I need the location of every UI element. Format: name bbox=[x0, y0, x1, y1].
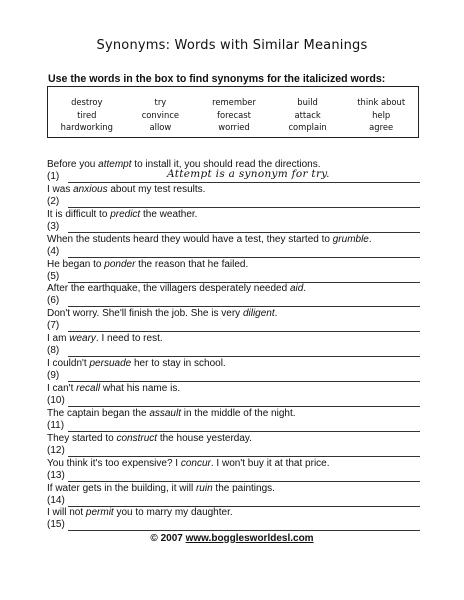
italic-word: ruin bbox=[195, 482, 213, 494]
sentence-text-before: You think it's too expensive? I bbox=[47, 457, 181, 469]
exercise-sentence bbox=[47, 433, 252, 445]
exercise-sentence bbox=[47, 333, 163, 345]
word-box-word: try bbox=[154, 97, 167, 107]
sentence-text-after: you to marry my daughter. bbox=[113, 507, 233, 519]
worksheet-title: Synonyms: Words with Similar Meanings bbox=[96, 38, 368, 53]
answer-line[interactable] bbox=[68, 182, 420, 183]
italic-word: permit bbox=[85, 507, 114, 519]
word-box-word: build bbox=[297, 97, 318, 107]
sentence-text-after: the house yesterday. bbox=[157, 432, 252, 444]
sentence-text-before: He began to bbox=[47, 258, 105, 270]
exercise-item bbox=[47, 408, 420, 433]
word-box-word: attack bbox=[294, 109, 321, 120]
italic-word: anxious bbox=[73, 183, 108, 195]
word-box-word: agree bbox=[369, 122, 394, 132]
sentence-text-before: Don't worry. She'll finish the job. She is very bbox=[47, 308, 243, 320]
exercise-item bbox=[47, 333, 420, 358]
sentence-text-after: the paintings. bbox=[212, 482, 275, 494]
sentence-text-after: . I need to rest. bbox=[95, 333, 163, 345]
answer-line[interactable] bbox=[68, 530, 420, 531]
word-box-word: remember bbox=[212, 97, 256, 107]
instructions: Use the words in the box to find synonyms for the italicized words: bbox=[48, 73, 386, 85]
sentence-text-after: the reason that he failed. bbox=[135, 258, 249, 270]
answer-line[interactable] bbox=[68, 406, 420, 407]
exercise-item bbox=[47, 507, 420, 532]
word-box-word: worried bbox=[218, 122, 250, 132]
answer-line[interactable] bbox=[68, 306, 420, 307]
italic-word: recall bbox=[76, 383, 101, 395]
word-box-word: allow bbox=[149, 122, 172, 132]
exercise-sentence bbox=[47, 507, 233, 519]
item-number: (10) bbox=[47, 395, 65, 407]
italic-word: attempt bbox=[98, 159, 132, 170]
answer-line[interactable] bbox=[68, 331, 420, 332]
sentence-text-before: Before you bbox=[47, 159, 99, 170]
exercise-sentence bbox=[47, 408, 296, 420]
item-number: (3) bbox=[47, 220, 60, 232]
exercise-item bbox=[47, 283, 420, 308]
exercise-item bbox=[47, 358, 420, 383]
sentence-text-after: . bbox=[274, 308, 278, 320]
italic-word: ponder bbox=[104, 258, 136, 270]
exercise-item bbox=[47, 209, 420, 234]
word-box-word: think about bbox=[357, 97, 406, 107]
word-box-word: tired bbox=[77, 109, 97, 120]
website-link[interactable]: www.bogglesworldesl.com bbox=[185, 533, 314, 544]
exercise-list bbox=[47, 159, 420, 532]
exercise-sentence bbox=[47, 458, 330, 470]
sentence-text-after: in the middle of the night. bbox=[181, 407, 296, 419]
italic-word: aid bbox=[289, 283, 304, 295]
exercise-item bbox=[47, 159, 420, 184]
exercise-item bbox=[47, 184, 420, 209]
copyright: © 2007 bbox=[150, 533, 186, 544]
word-box bbox=[47, 86, 419, 138]
sentence-text-after: about my test results. bbox=[107, 183, 206, 195]
italic-word: assault bbox=[149, 407, 181, 419]
exercise-item bbox=[47, 259, 420, 284]
sentence-text-after: . I won't buy it at that price. bbox=[210, 457, 330, 469]
exercise-item bbox=[47, 383, 420, 408]
answer-line[interactable] bbox=[68, 282, 420, 283]
sentence-text-before: The captain began the bbox=[47, 407, 150, 419]
sentence-text-after: the weather. bbox=[140, 208, 198, 220]
answer-line[interactable] bbox=[68, 456, 420, 457]
sentence-text-before: If water gets in the building, it will bbox=[47, 482, 196, 494]
word-box-word: destroy bbox=[71, 97, 103, 107]
sentence-text-before: I will not bbox=[47, 507, 86, 519]
italic-word: diligent bbox=[242, 308, 275, 320]
exercise-sentence bbox=[47, 383, 180, 395]
sentence-text-before: I can't bbox=[47, 383, 77, 395]
exercise-sentence bbox=[47, 358, 226, 370]
answer-line[interactable] bbox=[68, 481, 420, 482]
item-number: (9) bbox=[47, 370, 60, 382]
sentence-text-after: to install it, you should read the directions. bbox=[131, 159, 321, 170]
answer-line[interactable] bbox=[68, 506, 420, 507]
italic-word: persuade bbox=[89, 358, 132, 370]
exercise-sentence bbox=[47, 209, 197, 221]
exercise-item bbox=[47, 234, 420, 259]
item-number: (6) bbox=[47, 295, 60, 307]
footer bbox=[0, 533, 464, 544]
item-number: (13) bbox=[47, 469, 65, 481]
italic-word: grumble bbox=[332, 233, 369, 245]
sentence-text-before: I was bbox=[47, 183, 74, 195]
answer-line[interactable] bbox=[68, 356, 420, 357]
exercise-item bbox=[47, 308, 420, 333]
italic-word: concur bbox=[180, 457, 211, 469]
exercise-sentence bbox=[47, 184, 205, 196]
item-number: (7) bbox=[47, 320, 60, 332]
handwritten-answer: Attempt is a synonym for try. bbox=[167, 168, 330, 180]
exercise-sentence bbox=[47, 483, 275, 495]
item-number: (4) bbox=[47, 245, 60, 257]
sentence-text-before: It is difficult to bbox=[47, 208, 111, 220]
item-number: (15) bbox=[47, 519, 65, 531]
answer-line[interactable] bbox=[68, 207, 420, 208]
sentence-text-after: her to stay in school. bbox=[131, 358, 226, 370]
word-box-word: hardworking bbox=[60, 122, 113, 132]
item-number: (11) bbox=[47, 419, 65, 431]
item-number: (5) bbox=[47, 270, 60, 282]
item-number: (8) bbox=[47, 345, 60, 357]
exercise-item bbox=[47, 483, 420, 508]
answer-line[interactable] bbox=[68, 381, 420, 382]
item-number: (2) bbox=[47, 195, 60, 207]
answer-line[interactable] bbox=[68, 257, 420, 258]
sentence-text-before: After the earthquake, the villagers desperately needed bbox=[47, 283, 290, 295]
sentence-text-before: When the students heard they would have a test, they started to bbox=[47, 233, 333, 245]
answer-line[interactable] bbox=[68, 431, 420, 432]
exercise-sentence bbox=[47, 308, 277, 320]
sentence-text-before: I couldn't bbox=[47, 358, 90, 370]
sentence-text-after: . bbox=[303, 283, 307, 295]
item-number: (12) bbox=[47, 444, 65, 456]
sentence-text-after: . bbox=[368, 233, 372, 245]
italic-word: predict bbox=[110, 208, 141, 220]
word-box-word: complain bbox=[288, 122, 327, 132]
item-number: (14) bbox=[47, 494, 65, 506]
answer-line[interactable] bbox=[68, 232, 420, 233]
sentence-text-after: what his name is. bbox=[100, 383, 181, 395]
exercise-sentence bbox=[47, 259, 248, 271]
word-box-word: forecast bbox=[217, 109, 251, 120]
item-number: (1) bbox=[47, 171, 60, 182]
exercise-item bbox=[47, 458, 420, 483]
italic-word: weary bbox=[69, 333, 96, 345]
sentence-text-before: I am bbox=[47, 333, 70, 345]
exercise-sentence bbox=[47, 234, 372, 246]
exercise-item bbox=[47, 433, 420, 458]
word-box-word: convince bbox=[141, 109, 180, 120]
exercise-sentence bbox=[47, 283, 306, 295]
italic-word: construct bbox=[116, 432, 158, 444]
sentence-text-before: They started to bbox=[47, 432, 117, 444]
word-box-word: help bbox=[372, 109, 391, 120]
